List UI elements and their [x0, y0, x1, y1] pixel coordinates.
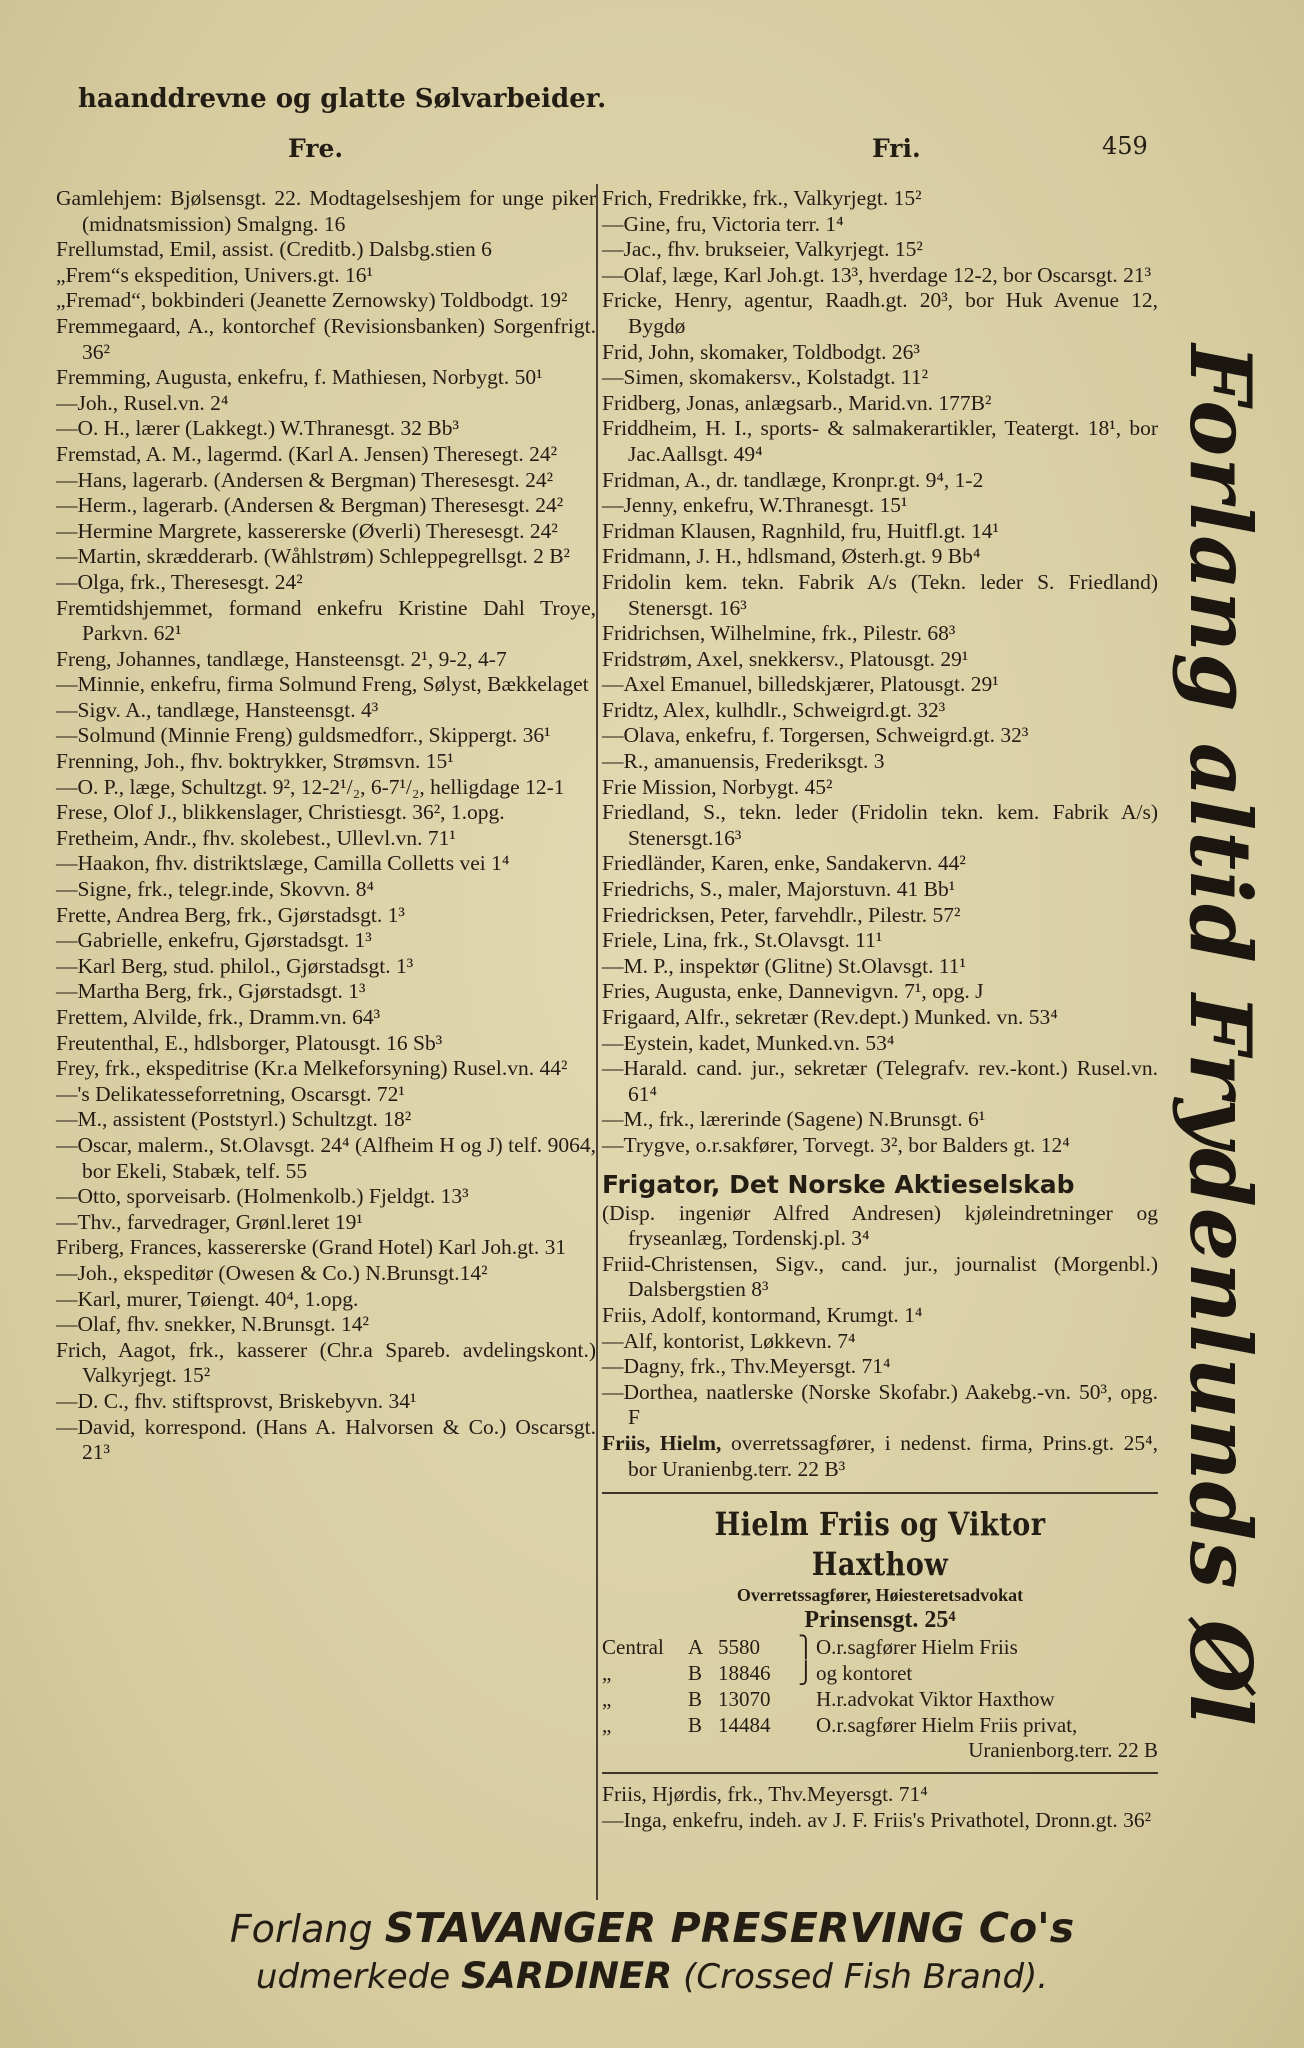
phone-exch: „	[602, 1687, 612, 1712]
directory-entry: Frich, Aagot, frk., kasserer (Chr.a Spareb. avdelingskont.) Valkyrjegt. 15²	[56, 1337, 596, 1388]
directory-entry: Frette, Andrea Berg, frk., Gjørstadsgt. 1³	[56, 902, 405, 927]
frigator-text: (Disp. ingeniør Alfred Andresen) kjøleindretninger og fryseanlæg, Tordenskj.pl. 3⁴	[602, 1200, 1158, 1251]
directory-entry: Fricke, Henry, agentur, Raadh.gt. 20³, bor Huk Avenue 12, Bygdø	[602, 288, 1158, 338]
directory-entry: —Signe, frk., telegr.inde, Skovvn. 8⁴	[56, 877, 375, 902]
phone-row	[602, 1660, 1158, 1686]
directory-entry: —Jac., fhv. brukseier, Valkyrjegt. 15²	[602, 237, 923, 262]
footer-l2-b: SARDINER	[460, 1954, 673, 1997]
directory-entry: Fremtidshjemmet, formand enkefru Kristine Dahl Troye, Parkvn. 62¹	[56, 595, 596, 646]
directory-entry: —David, korrespond. (Hans A. Halvorsen & Co.) Oscarsgt. 21³	[56, 1414, 596, 1465]
directory-entry: Fretheim, Andr., fhv. skolebest., Ullevl.vn. 71¹	[56, 825, 456, 850]
footer-l1-b: STAVANGER PRESERVING Co's	[384, 1904, 1075, 1952]
directory-entry: Frigaard, Alfr., sekretær (Rev.dept.) Munked. vn. 53⁴	[602, 1005, 1058, 1029]
directory-entry: Fremming, Augusta, enkefru, f. Mathiesen, Norbygt. 50¹	[56, 365, 543, 390]
frigator-heading: Frigator, Det Norske Aktieselskab	[602, 1169, 1075, 1199]
directory-entry: —Olaf, fhv. snekker, N.Brunsgt. 14²	[56, 1312, 369, 1337]
phone-num: 5580	[718, 1635, 760, 1660]
directory-entry: Gamlehjem: Bjølsensgt. 22. Modtagelseshjem for unge piker (midnatsmission) Smalgng. 16	[56, 186, 596, 236]
directory-entry: Frese, Olof J., blikkenslager, Christiesgt. 36², 1.opg.	[56, 800, 505, 825]
directory-entry: Friddheim, H. I., sports- & salmakerartikler, Teatergt. 18¹, bor Jac.Aallsgt. 49⁴	[602, 416, 1158, 466]
phone-sep	[798, 1712, 816, 1738]
directory-entry: Fremmegaard, A., kontorchef (Revisionsbanken) Sorgenfrigt. 36²	[56, 313, 596, 364]
right-entries-2	[602, 1252, 1158, 1431]
directory-entry: —Herm., lagerarb. (Andersen & Bergman) Theresesgt. 24²	[56, 493, 564, 518]
directory-entry: Fridstrøm, Axel, snekkersv., Platousgt. 29¹	[602, 646, 969, 671]
column-divider	[596, 184, 598, 1900]
directory-entry: Fremstad, A. M., lagermd. (Karl A. Jensen) Theresegt. 24²	[56, 441, 558, 466]
directory-entry: Fries, Augusta, enke, Dannevigvn. 7¹, opg. J	[602, 979, 984, 1004]
directory-entry: Friid-Christensen, Sigv., cand. jur., journalist (Morgenbl.) Dalsbergstien 8³	[602, 1251, 1158, 1302]
left-header: Fre.	[288, 134, 344, 163]
directory-entry: Fridman Klausen, Ragnhild, fru, Huitfl.gt. 14¹	[602, 518, 999, 543]
page-number: 459	[1102, 132, 1148, 160]
directory-entry: —Joh., Rusel.vn. 2⁴	[56, 390, 229, 415]
directory-entry: —Harald. cand. jur., sekretær (Telegrafv. rev.-kont.) Rusel.vn. 61⁴	[602, 1056, 1158, 1106]
directory-entry: Friedrichs, S., maler, Majorstuvn. 41 Bb¹	[602, 877, 956, 902]
friis-hielm-entry	[602, 1431, 1158, 1482]
directory-entry: Friedricksen, Peter, farvehdlr., Pilestr. 57²	[602, 902, 961, 927]
directory-entry: Freng, Johannes, tandlæge, Hansteensgt. 2¹, 9-2, 4-7	[56, 646, 507, 671]
right-header: Fri.	[872, 134, 921, 163]
vertical-ad	[1160, 343, 1280, 1727]
directory-entry: Frie Mission, Norbygt. 45²	[602, 774, 833, 799]
directory-entry: Fridtz, Alex, kulhdlr., Schweigrd.gt. 32³	[602, 697, 946, 722]
phone-sep	[798, 1686, 816, 1712]
directory-entry: —Hermine Margrete, kassererske (Øverli) Theresesgt. 24²	[56, 518, 558, 543]
directory-entry: Frenning, Joh., fhv. boktrykker, Strømsvn. 15¹	[56, 749, 454, 774]
directory-entry: —Haakon, fhv. distriktslæge, Camilla Colletts vei 1⁴	[56, 851, 510, 876]
directory-entry: —Olga, frk., Theresesgt. 24²	[56, 569, 303, 594]
footer-line-1	[0, 1904, 1304, 1952]
ad-phone-continuation: Uranienborg.terr. 22 B	[968, 1738, 1158, 1763]
directory-entry: Friele, Lina, frk., St.Olavsgt. 11¹	[602, 928, 883, 953]
directory-entry: —M., assistent (Poststyrl.) Schultzgt. 18²	[56, 1107, 412, 1132]
phone-sep: ⎫	[798, 1635, 814, 1660]
directory-entry: —Martin, skrædderarb. (Wåhlstrøm) Schleppegrellsgt. 2 B²	[56, 544, 570, 569]
phone-num: 13070	[718, 1687, 771, 1712]
directory-entry: —O. H., lærer (Lakkegt.) W.Thranesgt. 32 Bb³	[56, 416, 459, 441]
directory-entry: —Martha Berg, frk., Gjørstadsgt. 1³	[56, 979, 366, 1004]
ad-phone-list	[602, 1634, 1158, 1738]
directory-entry: —Olava, enkefru, f. Torgersen, Schweigrd.gt. 32³	[602, 723, 1029, 748]
phone-desc: og kontoret	[816, 1661, 913, 1686]
directory-entry: Friedland, S., tekn. leder (Fridolin tekn. kem. Fabrik A/s) Stenersgt.16³	[602, 800, 1158, 850]
phone-exch: „	[602, 1713, 612, 1738]
directory-entry: —Gine, fru, Victoria terr. 1⁴	[602, 211, 844, 236]
directory-entry: Fridberg, Jonas, anlægsarb., Marid.vn. 177B²	[602, 390, 992, 415]
directory-entry: —Hans, lagerarb. (Andersen & Bergman) Theresesgt. 24²	[56, 467, 554, 492]
phone-row	[602, 1686, 1158, 1712]
directory-entry: Frey, frk., ekspeditrise (Kr.a Melkeforsyning) Rusel.vn. 44²	[56, 1056, 568, 1081]
directory-entry: —Joh., ekspeditør (Owesen & Co.) N.Brunsgt.14²	[56, 1260, 488, 1285]
friis-hielm-name: Friis, Hielm,	[602, 1430, 722, 1455]
directory-entry: —Jenny, enkefru, W.Thranesgt. 15¹	[602, 493, 908, 518]
left-column	[56, 186, 596, 1466]
phone-exch: „	[602, 1661, 612, 1686]
directory-entry: —Solmund (Minnie Freng) guldsmedforr., Skippergt. 36¹	[56, 723, 551, 748]
footer-l2-c: (Crossed Fish Brand).	[683, 1957, 1049, 1997]
directory-entry: —M. P., inspektør (Glitne) St.Olavsgt. 11¹	[602, 953, 966, 978]
directory-entry: —Thv., farvedrager, Grønl.leret 19¹	[56, 1209, 363, 1234]
directory-entry: —'s Delikatesseforretning, Oscarsgt. 72¹	[56, 1081, 405, 1106]
law-firm-ad	[602, 1492, 1158, 1774]
directory-entry: —Trygve, o.r.sakfører, Torvegt. 3², bor Balders gt. 12⁴	[602, 1132, 1070, 1157]
right-entries-1	[602, 186, 1158, 1159]
phone-num: 14484	[718, 1713, 771, 1738]
directory-entry: —Oscar, malerm., St.Olavsgt. 24⁴ (Alfheim H og J) telf. 9064, bor Ekeli, Stabæk, telf. 55	[56, 1132, 596, 1183]
ad-title: Hielm Friis og Viktor Haxthow	[714, 1505, 1046, 1584]
directory-entry: Frid, John, skomaker, Toldbodgt. 26³	[602, 339, 920, 364]
directory-entry: „Frem“s ekspedition, Univers.gt. 16¹	[56, 262, 373, 287]
directory-entry: —Olaf, læge, Karl Joh.gt. 13³, hverdage 12-2, bor Oscarsgt. 21³	[602, 262, 1152, 287]
directory-entry: Friis, Adolf, kontormand, Krumgt. 1⁴	[602, 1302, 923, 1327]
directory-entry: Fridmann, J. H., hdlsmand, Østerh.gt. 9 Bb⁴	[602, 544, 981, 569]
directory-entry: —R., amanuensis, Frederiksgt. 3	[602, 749, 885, 774]
ad-subtitle: Overretssagfører, Høiesteretsadvokat	[736, 1585, 1024, 1606]
phone-letter: B	[688, 1661, 703, 1686]
directory-entry: —Otto, sporveisarb. (Holmenkolb.) Fjeldgt. 13³	[56, 1184, 469, 1209]
right-column	[602, 186, 1158, 1833]
directory-entry: —Alf, kontorist, Løkkevn. 7⁴	[602, 1328, 856, 1353]
directory-entry: Friedländer, Karen, enke, Sandakervn. 44²	[602, 851, 966, 876]
directory-entry: —Gabrielle, enkefru, Gjørstadsgt. 1³	[56, 928, 372, 953]
footer-line-2	[0, 1954, 1304, 1997]
phone-desc: H.r.advokat Viktor Haxthow	[816, 1687, 1055, 1712]
directory-entry: —Dorthea, naatlerske (Norske Skofabr.) Aakebg.-vn. 50³, opg. F	[602, 1379, 1158, 1430]
directory-entry: —Dagny, frk., Thv.Meyersgt. 71⁴	[602, 1354, 891, 1379]
directory-entry: Friberg, Frances, kassererske (Grand Hotel) Karl Joh.gt. 31	[56, 1235, 567, 1260]
phone-row	[602, 1712, 1158, 1738]
directory-entry: —M., frk., lærerinde (Sagene) N.Brunsgt. 6¹	[602, 1107, 986, 1132]
phone-letter: B	[688, 1713, 703, 1738]
directory-entry: Freutenthal, E., hdlsborger, Platousgt. 16 Sb³	[56, 1030, 443, 1055]
directory-entry: „Fremad“, bokbinderi (Jeanette Zernowsky) Toldbodgt. 19²	[56, 288, 568, 313]
directory-entry: —Sigv. A., tandlæge, Hansteensgt. 4³	[56, 697, 379, 722]
directory-entry: —O. P., læge, Schultzgt. 9², 12-2¹/₂, 6-7¹/₂, helligdage 12-1	[56, 774, 565, 799]
vertical-ad-text: Forlang altid Frydenlunds Øl	[1170, 343, 1270, 1727]
directory-entry: —Minnie, enkefru, firma Solmund Freng, Sølyst, Bækkelaget	[56, 672, 589, 697]
directory-entry: —Simen, skomakersv., Kolstadgt. 11²	[602, 365, 929, 390]
directory-entry: —Karl Berg, stud. philol., Gjørstadsgt. 1³	[56, 953, 414, 978]
right-entries-3	[602, 1782, 1158, 1833]
phone-exch: Central	[602, 1635, 664, 1660]
phone-desc: O.r.sagfører Hielm Friis privat,	[816, 1713, 1078, 1738]
friis-hielm-text: overretssagfører, i nedenst. firma, Prins.gt. 25⁴, bor Uranienbg.terr. 22 B³	[628, 1430, 1159, 1481]
phone-sep: ⎭	[798, 1661, 814, 1686]
directory-entry: —D. C., fhv. stiftsprovst, Briskebyvn. 34¹	[56, 1388, 417, 1413]
footer-l1-a: Forlang	[229, 1907, 373, 1951]
top-line: haanddrevne og glatte Sølvarbeider.	[78, 84, 607, 114]
directory-entry: —Eystein, kadet, Munked.vn. 53⁴	[602, 1030, 895, 1055]
footer-l2-a: udmerkede	[255, 1957, 451, 1997]
directory-entry: Friis, Hjørdis, frk., Thv.Meyersgt. 71⁴	[602, 1782, 928, 1807]
directory-entry: —Axel Emanuel, billedskjærer, Platousgt. 29¹	[602, 672, 999, 697]
directory-entry: Frellumstad, Emil, assist. (Creditb.) Dalsbg.stien 6	[56, 237, 492, 262]
directory-entry: Fridolin kem. tekn. Fabrik A/s (Tekn. leder S. Friedland) Stenersgt. 16³	[602, 569, 1158, 620]
directory-entry: Fridrichsen, Wilhelmine, frk., Pilestr. 68³	[602, 621, 956, 646]
phone-desc: O.r.sagfører Hielm Friis	[816, 1635, 1018, 1660]
directory-entry: Frich, Fredrikke, frk., Valkyrjegt. 15²	[602, 186, 922, 210]
directory-entry: —Karl, murer, Tøiengt. 40⁴, 1.opg.	[56, 1286, 359, 1311]
phone-letter: B	[688, 1687, 703, 1712]
ad-address: Prinsensgt. 25⁴	[804, 1607, 956, 1634]
directory-entry: —Inga, enkefru, indeh. av J. F. Friis's Privathotel, Dronn.gt. 36²	[602, 1807, 1152, 1832]
directory-entry: Fridman, A., dr. tandlæge, Kronpr.gt. 9⁴, 1-2	[602, 467, 984, 492]
phone-letter: A	[688, 1635, 704, 1660]
phone-num: 18846	[718, 1661, 771, 1686]
phone-row	[602, 1634, 1158, 1660]
directory-entry: Frettem, Alvilde, frk., Dramm.vn. 64³	[56, 1005, 381, 1029]
